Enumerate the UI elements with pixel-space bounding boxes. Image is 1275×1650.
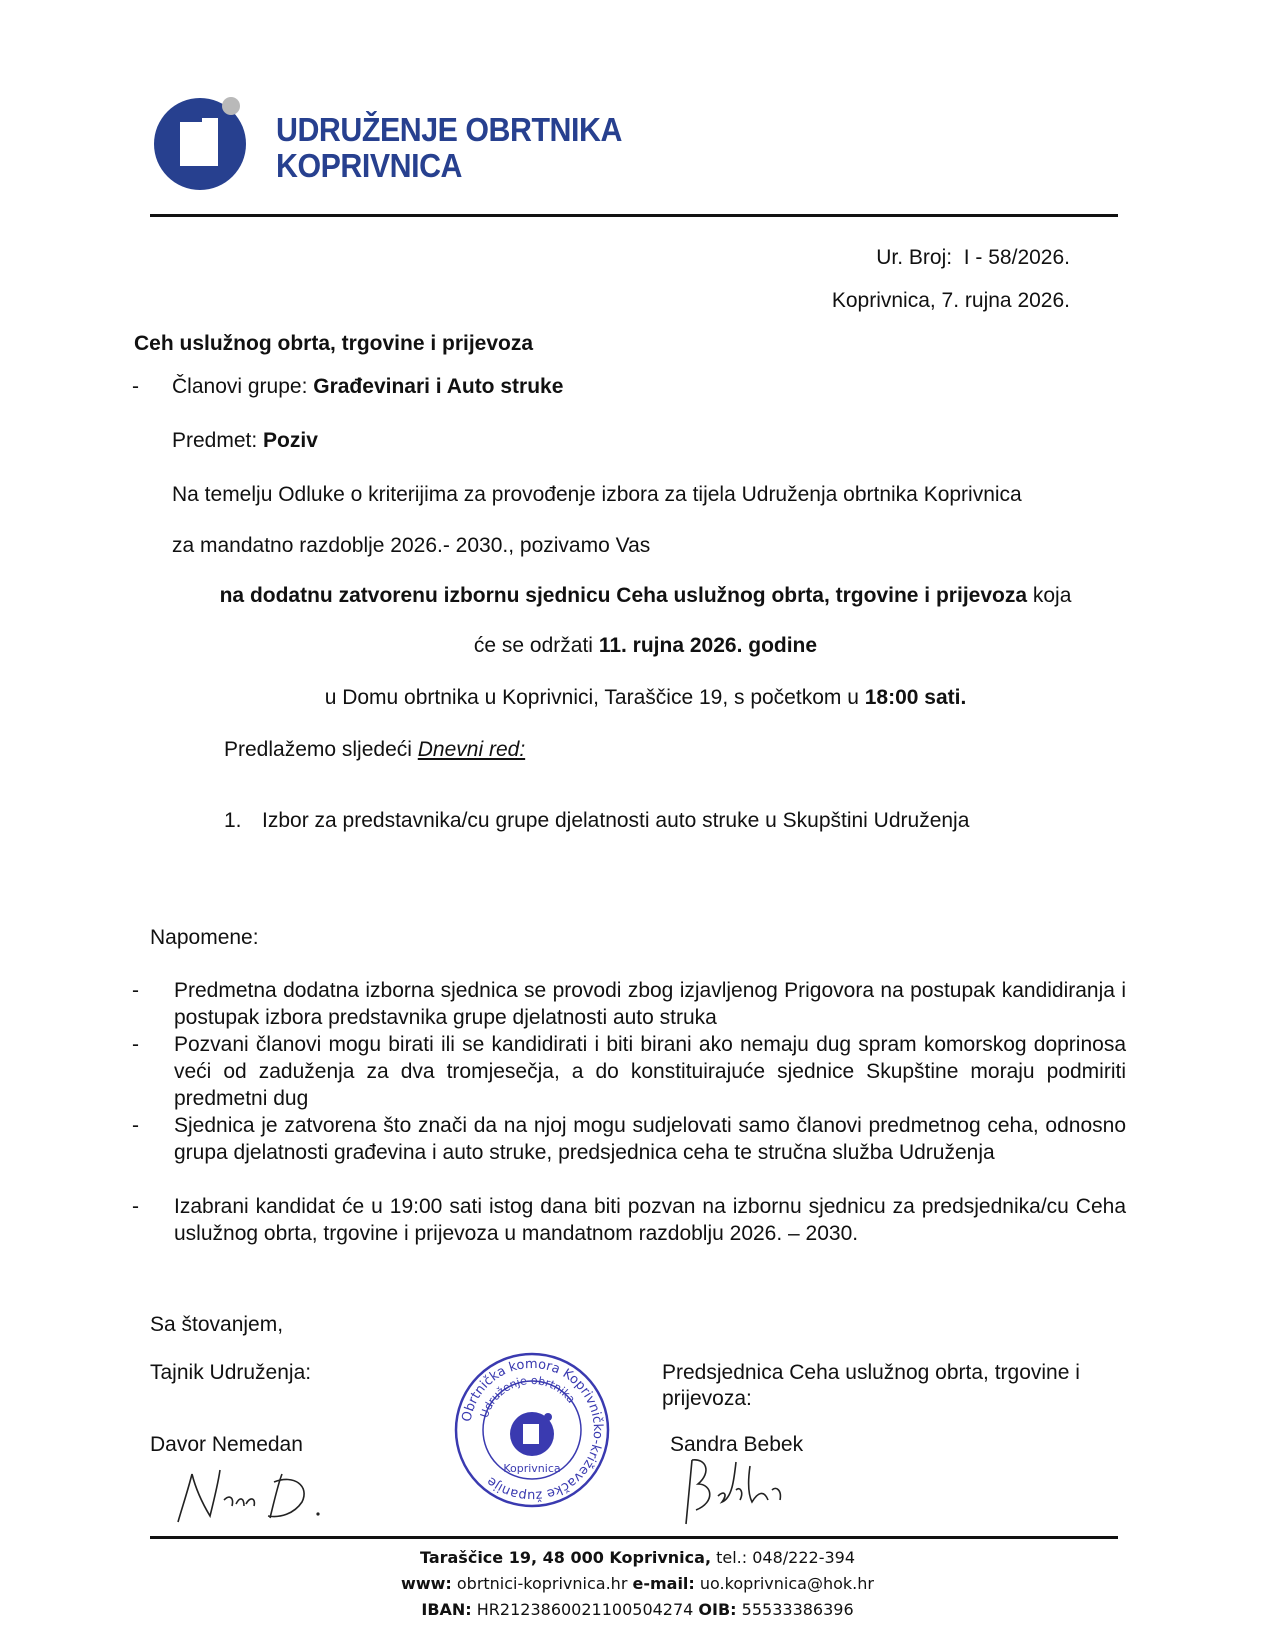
body-line-2: za mandatno razdoblje 2026.- 2030., pozivamo Vas: [172, 534, 651, 557]
president-title-line1: Predsjednica Ceha uslužnog obrta, trgovine i: [662, 1361, 1080, 1384]
note-item: [132, 1112, 1126, 1193]
footer-email-label: e-mail:: [632, 1574, 695, 1593]
body-line-3-rest: koja: [1027, 584, 1072, 607]
footer-website-link[interactable]: obrtnici-koprivnica.hr: [451, 1574, 633, 1593]
agenda-title: Dnevni red:: [417, 738, 526, 761]
notes-title: Napomene:: [150, 926, 259, 949]
note-bullet: -: [132, 1195, 139, 1218]
members-value: Građevinari i Auto struke: [313, 375, 564, 398]
president-name: Sandra Bebek: [670, 1433, 804, 1456]
body-line-1: Na temelju Odluke o kriterijima za provođenje izbora za tijela Udruženja obrtnika Koprivnica: [172, 483, 1022, 506]
session-date: 11. rujna 2026. godine: [598, 634, 818, 657]
agenda-item-text: Izbor za predstavnika/cu grupe djelatnosti auto struke u Skupštini Udruženja: [262, 809, 970, 832]
note-text: Sjednica je zatvorena što znači da na njoj mogu sudjelovati samo članovi predmetnog ceha, odnosno grupa djelatnosti građevina i auto struke, predsjednica ceha te stručna služba Udruženja: [174, 1114, 1126, 1164]
organization-name-line1: UDRUŽENJE OBRTNIKA: [276, 111, 622, 148]
president-signature-icon: [672, 1450, 802, 1530]
organization-logo-icon: [152, 92, 252, 192]
footer-tel: 048/222-394: [752, 1548, 856, 1567]
stamp-city: Koprivnica: [503, 1462, 561, 1475]
note-bullet: -: [132, 979, 139, 1002]
secretary-signature-icon: [170, 1460, 340, 1530]
reference-label: Ur. Broj:: [876, 246, 953, 269]
secretary-name: Davor Nemedan: [150, 1433, 303, 1456]
note-item: [132, 1031, 1126, 1112]
footer-divider: [150, 1536, 1118, 1539]
session-time: 18:00 sati.: [864, 686, 967, 709]
body-line-3: [0, 583, 1275, 609]
footer-address-text: Taraščice 19, 48 000 Koprivnica,: [419, 1548, 712, 1567]
footer-iban-label: IBAN:: [421, 1600, 472, 1619]
footer-address: [0, 1546, 1275, 1570]
note-bullet: -: [132, 1033, 139, 1056]
guild-heading: Ceh uslužnog obrta, trgovine i prijevoza: [134, 332, 534, 355]
agenda-item: [224, 808, 242, 834]
footer-tel-label: tel.:: [711, 1548, 753, 1567]
reference-number: [876, 245, 1070, 271]
footer-bank: [0, 1598, 1275, 1622]
subject-label: Predmet:: [172, 429, 264, 452]
stamp-inner-text: Udruženje obrtnika: [477, 1373, 578, 1420]
agenda-intro-text: Predlažemo sljedeći: [224, 738, 418, 761]
reference-value: I - 58/2026.: [963, 246, 1070, 269]
footer-iban: HR2123860021100504274: [471, 1600, 699, 1619]
note-item: [132, 977, 1126, 1031]
footer-oib-label: OIB:: [698, 1600, 737, 1619]
secretary-title: Tajnik Udruženja:: [150, 1361, 312, 1384]
president-title-line2: prijevoza:: [662, 1387, 752, 1410]
official-stamp-icon: [452, 1350, 612, 1510]
organization-name: [276, 112, 622, 184]
footer-email-link[interactable]: uo.koprivnica@hok.hr: [694, 1574, 874, 1593]
footer-www-label: www:: [401, 1574, 452, 1593]
footer-oib: 55533386396: [736, 1600, 854, 1619]
agenda-intro: [224, 737, 525, 763]
members-dash: -: [132, 375, 139, 398]
session-location: u Domu obrtnika u Koprivnici, Taraščice 19, s početkom u: [324, 686, 865, 709]
closing-greeting: Sa štovanjem,: [150, 1313, 284, 1336]
footer-contacts: [0, 1572, 1275, 1596]
header-divider: [150, 214, 1118, 217]
body-line-4: [0, 633, 1275, 659]
members-label: Članovi grupe:: [172, 375, 314, 398]
session-description: na dodatnu zatvorenu izbornu sjednicu Ceha uslužnog obrta, trgovine i prijevoza: [219, 584, 1028, 607]
note-text: Predmetna dodatna izborna sjednica se provodi zbog izjavljenog Prigovora na postupak kandidiranja i postupak izbora predstavnika grupe djelatnosti auto struka: [174, 979, 1126, 1029]
note-text: Izabrani kandidat će u 19:00 sati istog dana biti pozvan na izbornu sjednicu za predsjednika/cu Ceha uslužnog obrta, trgovine i prijevoza u mandatnom razdoblju 2026. – 2030.: [174, 1195, 1126, 1245]
body-line-5: [0, 685, 1275, 711]
subject-line: [172, 428, 318, 454]
note-text: Pozvani članovi mogu birati ili se kandidirati i biti birani ako nemaju dug spram komorskog doprinosa veći od zaduženja za dva tromjesečja, a do konstituirajuće sjednice Skupštine moraju podmiriti predmetni dug: [174, 1033, 1126, 1110]
session-date-prefix: će se održati: [473, 634, 599, 657]
organization-name-line2: KOPRIVNICA: [276, 147, 463, 184]
stamp-outer-text: Obrtnička komora Koprivničko-križevačke županije: [459, 1356, 606, 1504]
place-date: Koprivnica, 7. rujna 2026.: [831, 289, 1070, 312]
note-bullet: -: [132, 1114, 139, 1137]
members-line: [172, 374, 563, 400]
subject-value: Poziv: [263, 429, 318, 452]
note-item: [132, 1193, 1126, 1247]
agenda-item-number: 1.: [224, 809, 242, 832]
